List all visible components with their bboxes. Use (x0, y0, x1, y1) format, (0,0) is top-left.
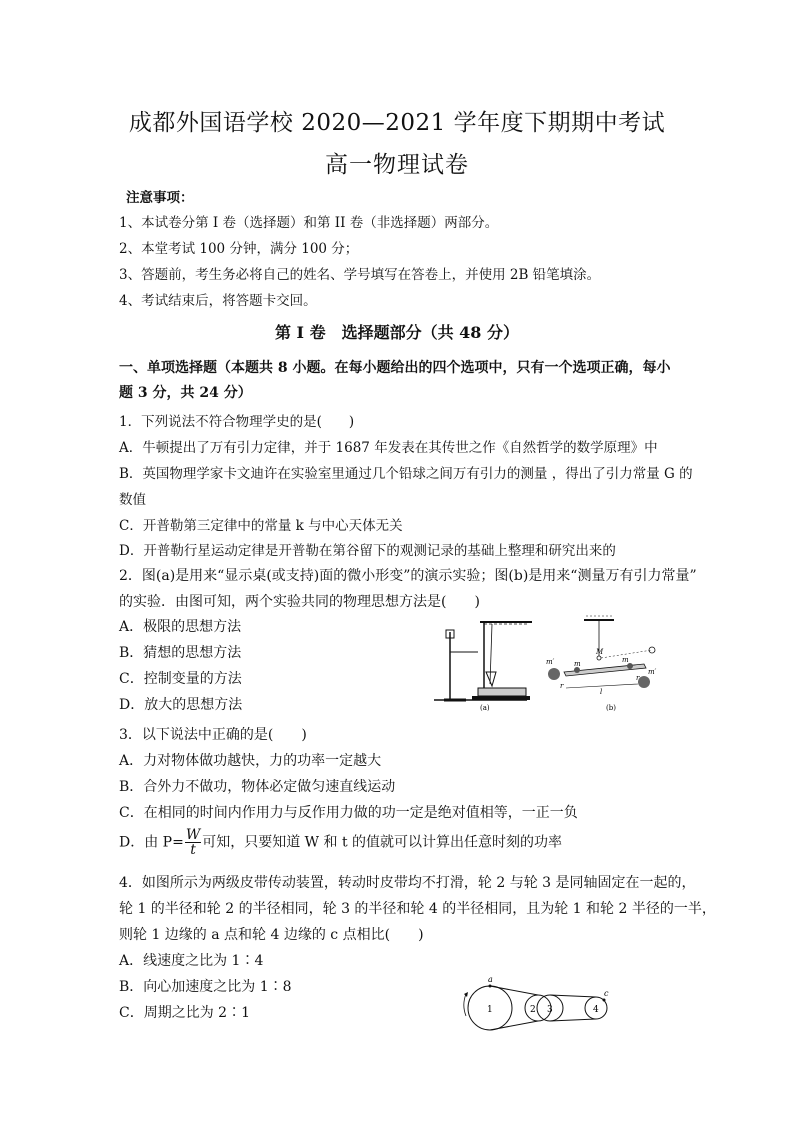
section1-line2: 题 3 分，共 24 分） (119, 385, 252, 401)
wheel-4-label: 4 (593, 1005, 599, 1015)
notice-item-4: 4、考试结束后，将答题卡交回。 (119, 293, 317, 309)
q3-option-c: C．在相同的时间内作用力与反作用力做的功一定是绝对值相等，一正一负 (119, 805, 578, 821)
q3-option-d-suffix: 可知，只要知道 W 和 t 的值就可以计算出任意时刻的功率 (202, 834, 563, 851)
figure-b-label-r-left: r (560, 682, 564, 690)
exam-subtitle: 高一物理试卷 (325, 152, 469, 178)
fraction-numerator: W (185, 827, 201, 843)
notice-heading: 注意事项： (126, 190, 194, 206)
figure-a-deformation-apparatus (432, 612, 542, 712)
point-c-label: c (604, 989, 609, 998)
figure-b-label-m-left: m (574, 660, 581, 668)
figure-b-label-l: l (600, 688, 603, 696)
figure-pulley-system (456, 972, 616, 1036)
q4-stem-line1: 4．如图所示为两级皮带传动装置，转动时皮带均不打滑，轮 2 与轮 3 是同轴固定在一起的， (119, 875, 696, 891)
figure-b-label: (b) (606, 704, 616, 712)
q4-stem-line2: 轮 1 的半径和轮 2 的半径相同，轮 3 的半径和轮 4 的半径相同，且为轮 1 和轮 2 半径的一半， (119, 901, 716, 917)
q2-stem-line1: 2．图(a)是用来“显示桌(或支持)面的微小形变”的演示实验；图(b)是用来“测量万有引力常量” (119, 568, 697, 584)
figure-b-label-mp-left: m′ (546, 658, 555, 666)
q3-stem: 3．以下说法中正确的是( ) (119, 727, 307, 743)
figure-b-label-mp-right: m′ (648, 668, 657, 676)
notice-item-3: 3、答题前，考生务必将自己的姓名、学号填写在答卷上，并使用 2B 铅笔填涂。 (119, 267, 601, 283)
q2-option-b: B．猜想的思想方法 (119, 645, 242, 661)
exam-title: 成都外国语学校 2020—2021 学年度下期期中考试 (128, 110, 666, 136)
q4-option-b: B．向心加速度之比为 1∶8 (119, 979, 292, 995)
figure-a-label: (a) (480, 704, 490, 712)
q2-stem-line2: 的实验．由图可知，两个实验共同的物理思想方法是( ) (119, 594, 480, 610)
q2-option-a: A．极限的思想方法 (119, 619, 242, 635)
point-a-label: a (488, 975, 493, 984)
notice-item-1: 1、本试卷分第 I 卷（选择题）和第 II 卷（非选择题）两部分。 (119, 215, 499, 231)
notice-item-2: 2、本堂考试 100 分钟，满分 100 分； (119, 241, 359, 257)
q1-option-a: A．牛顿提出了万有引力定律，并于 1687 年发表在其传世之作《自然哲学的数学原理》中 (119, 440, 658, 456)
power-fraction (185, 828, 201, 857)
figure-b-torsion-balance (544, 612, 664, 712)
figure-b-label-m-right: m (622, 656, 629, 664)
q1-option-c: C．开普勒第三定律中的常量 k 与中心天体无关 (119, 518, 403, 534)
fraction-denominator: t (190, 842, 196, 858)
figure-b-label-r-right: r (636, 674, 640, 682)
q3-option-b: B．合外力不做功，物体必定做匀速直线运动 (119, 779, 396, 795)
wheel-3-label: 3 (547, 1005, 553, 1015)
q3-option-a: A．力对物体做功越快，力的功率一定越大 (119, 753, 382, 769)
q4-option-c: C．周期之比为 2∶1 (119, 1005, 250, 1021)
q4-option-a: A．线速度之比为 1∶4 (119, 953, 264, 969)
q1-option-d: D．开普勒行星运动定律是开普勒在第谷留下的观测记录的基础上整理和研究出来的 (119, 543, 616, 559)
figure-b-label-M: M (596, 648, 604, 656)
q2-option-d: D．放大的思想方法 (119, 697, 243, 713)
q1-stem: 1．下列说法不符合物理学史的是( ) (119, 414, 355, 430)
wheel-1-label: 1 (487, 1005, 493, 1015)
q3-option-d (119, 828, 562, 857)
part1-title: 第 I 卷 选择题部分（共 48 分） (274, 323, 520, 342)
q1-option-b-line1: B．英国物理学家卡文迪许在实验室里通过几个铅球之间万有引力的测量 ，得出了引力常量 G 的 (119, 466, 693, 482)
q2-option-c: C．控制变量的方法 (119, 671, 242, 687)
q3-option-d-prefix: D．由 P= (119, 834, 184, 851)
wheel-2-label: 2 (530, 1005, 536, 1015)
section1-line1: 一、单项选择题（本题共 8 小题。在每小题给出的四个选项中，只有一个选项正确，每小 (119, 360, 671, 376)
q4-stem-line3: 则轮 1 边缘的 a 点和轮 4 边缘的 c 点相比( ) (119, 927, 424, 943)
q1-option-b-line2: 数值 (119, 492, 146, 508)
